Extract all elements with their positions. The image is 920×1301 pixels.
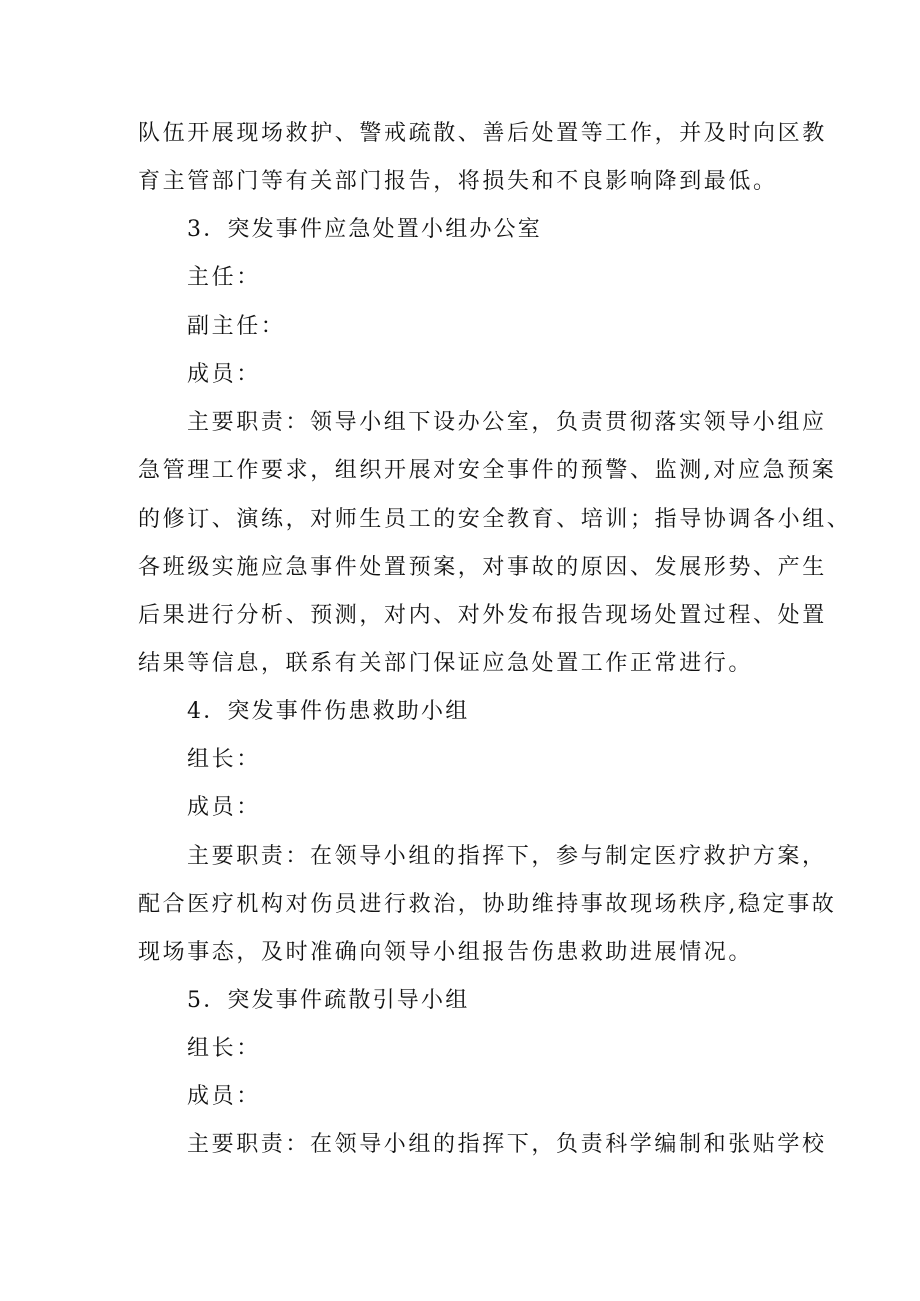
- director-label: 主任：: [187, 265, 261, 290]
- paragraph-line: 急管理工作要求，组织开展对安全事件的预警、监测,对应急预案: [138, 458, 837, 483]
- paragraph-line: 配合医疗机构对伤员进行救治，协助维持事故现场秩序,稳定事故: [138, 892, 837, 917]
- paragraph-line: 育主管部门等有关部门报告，将损失和不良影响降到最低。: [138, 169, 778, 194]
- paragraph-line: 后果进行分析、预测，对内、对外发布报告现场处置过程、处置: [138, 603, 827, 628]
- paragraph-line: 主要职责：在领导小组的指挥下，参与制定医疗救护方案，: [187, 844, 827, 869]
- leader-label: 组长：: [187, 747, 261, 772]
- members-label: 成员：: [187, 362, 261, 387]
- paragraph-line: 结果等信息，联系有关部门保证应急处置工作正常进行。: [138, 651, 754, 676]
- paragraph-line: 现场事态，及时准确向领导小组报告伤患救助进展情况。: [138, 940, 754, 965]
- section-heading-3: 3．突发事件应急处置小组办公室: [187, 217, 542, 242]
- paragraph-line: 主要职责：在领导小组的指挥下，负责科学编制和张贴学校: [187, 1132, 827, 1157]
- leader-label: 组长：: [187, 1036, 261, 1061]
- members-label: 成员：: [187, 795, 261, 820]
- section-heading-5: 5．突发事件疏散引导小组: [187, 988, 470, 1013]
- members-label: 成员：: [187, 1084, 261, 1109]
- paragraph-line: 队伍开展现场救护、警戒疏散、善后处置等工作，并及时向区教: [138, 121, 827, 146]
- paragraph-line: 的修订、演练，对师生员工的安全教育、培训；指导协调各小组、: [138, 507, 852, 532]
- paragraph-line: 主要职责：领导小组下设办公室，负责贯彻落实领导小组应: [187, 410, 827, 435]
- deputy-director-label: 副主任：: [187, 314, 286, 339]
- paragraph-line: 各班级实施应急事件处置预案，对事故的原因、发展形势、产生: [138, 555, 827, 580]
- section-heading-4: 4．突发事件伤患救助小组: [187, 699, 470, 724]
